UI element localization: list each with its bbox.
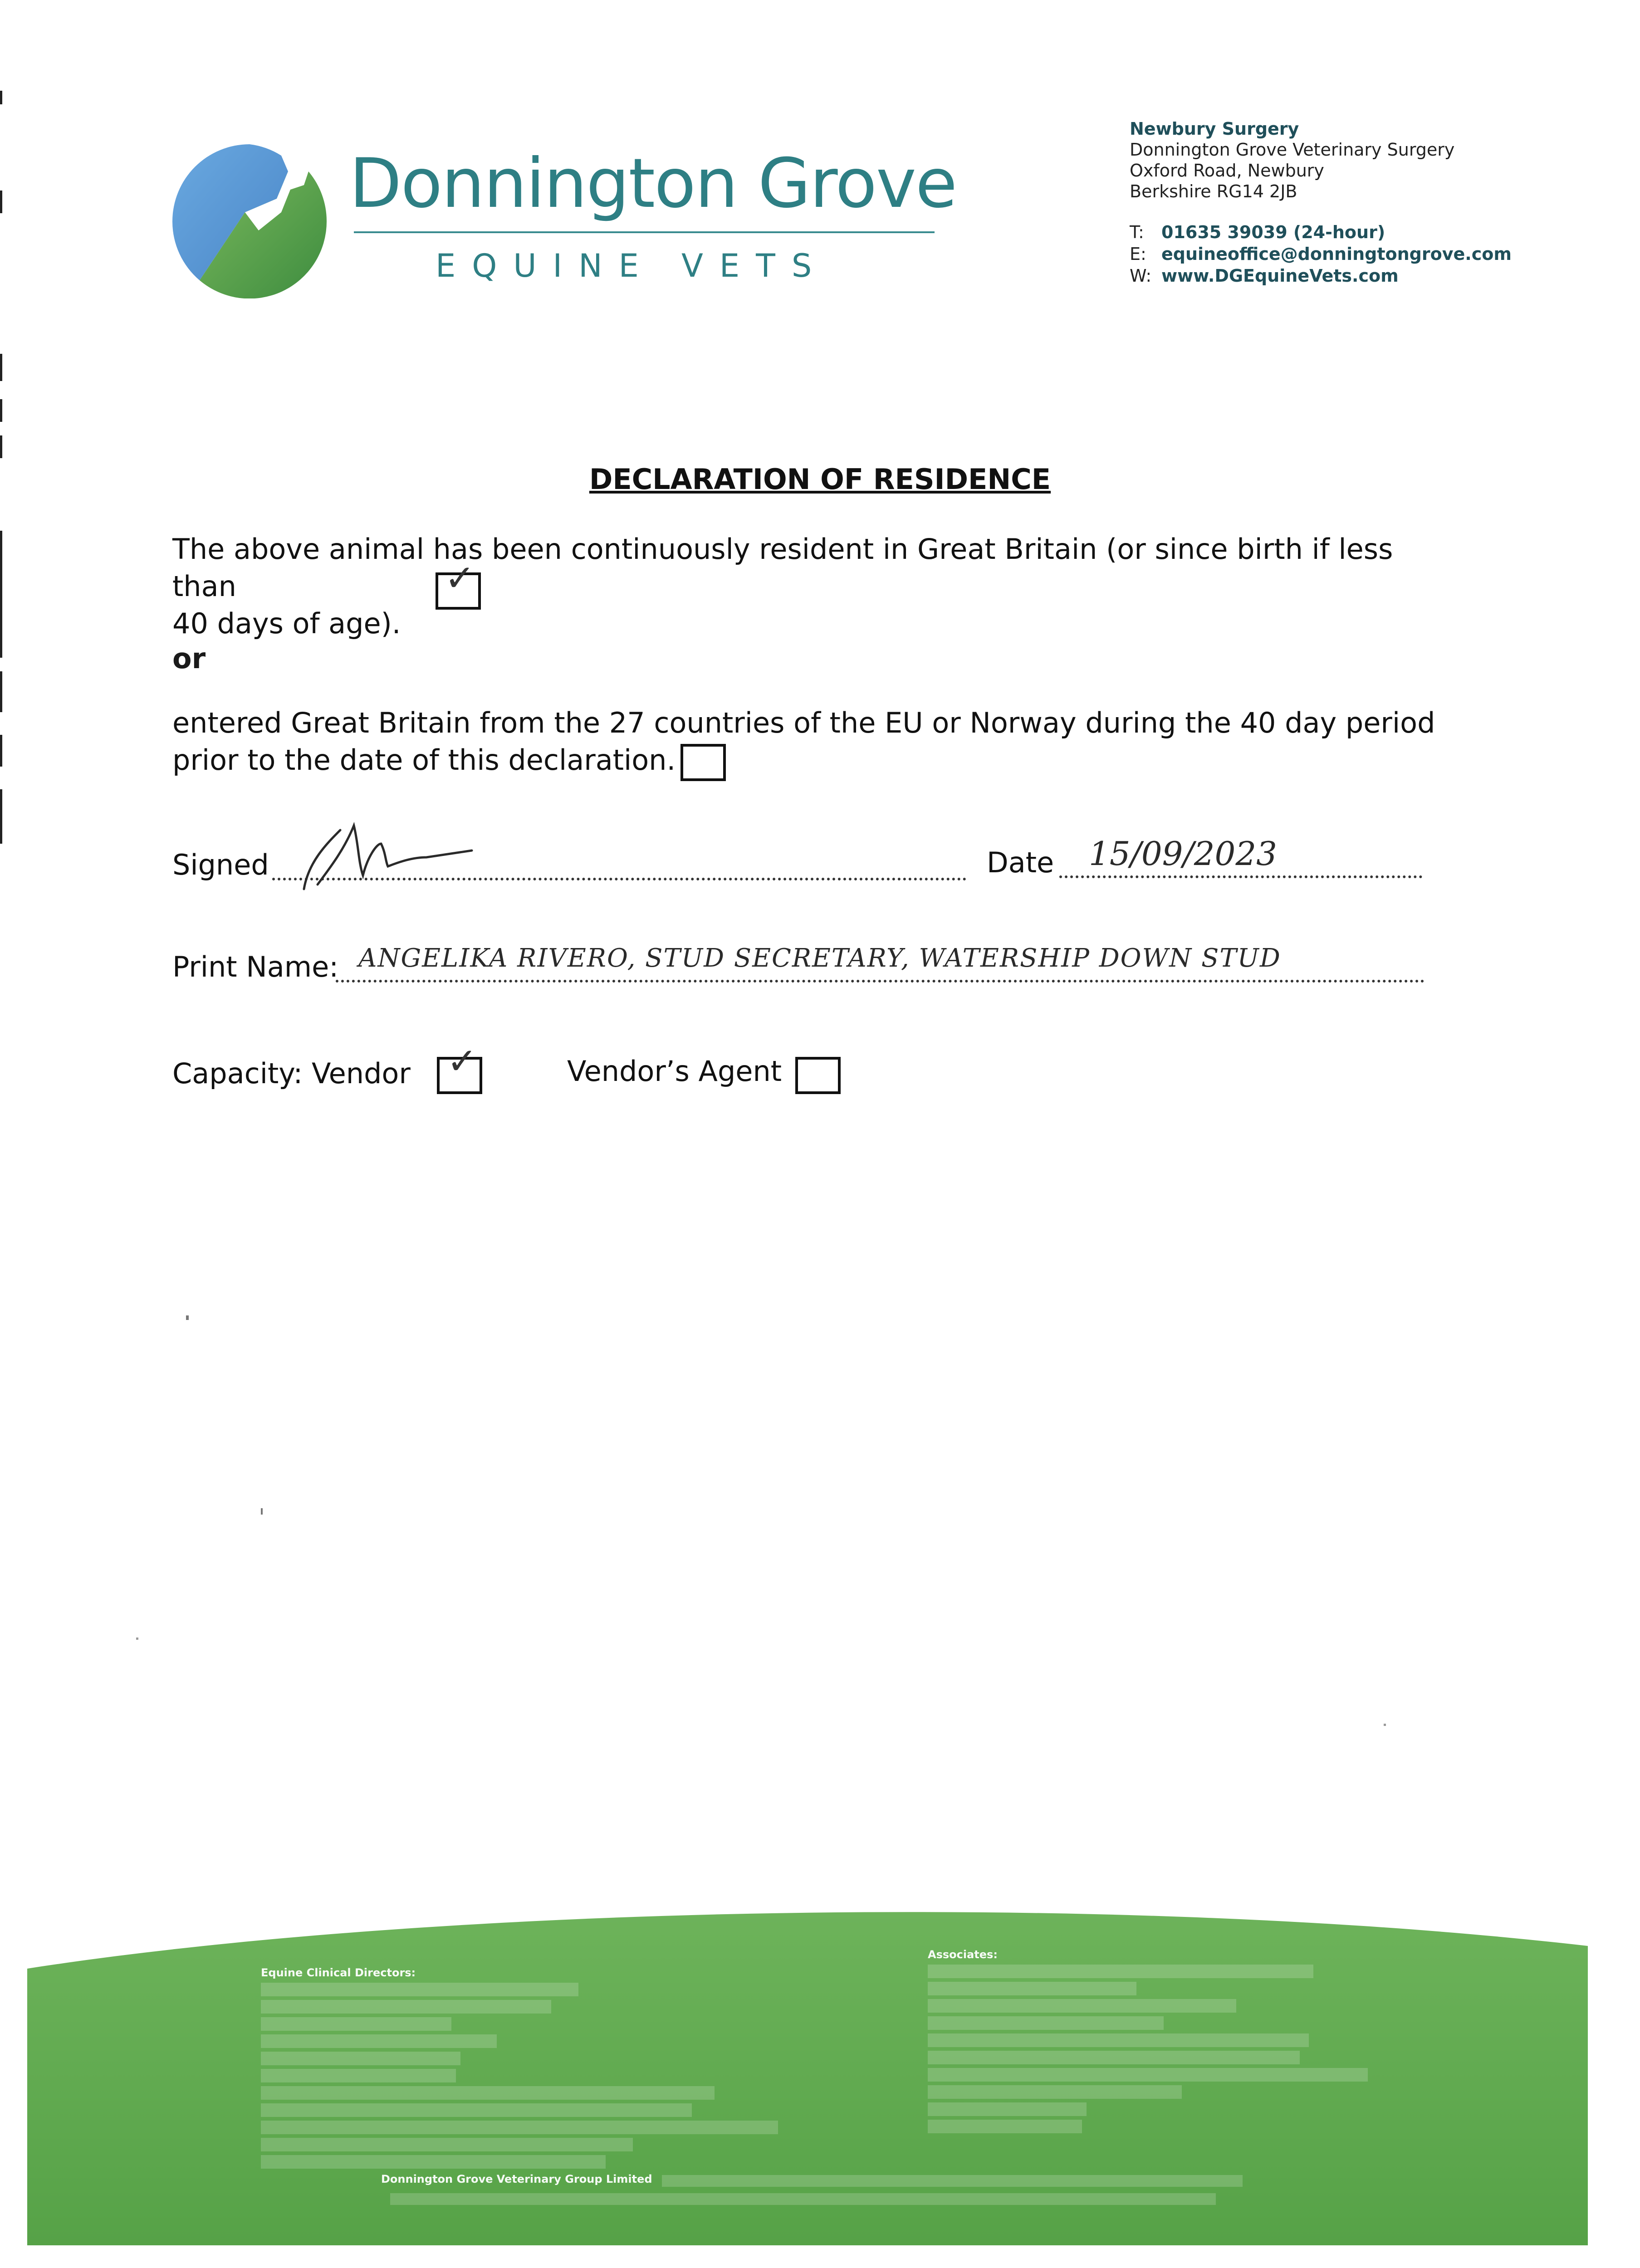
print-name-value: ANGELIKA RIVERO, STUD SECRETARY, WATERSHIP DOWN STUD: [358, 943, 1281, 973]
address-line-2: Oxford Road, Newbury: [1130, 161, 1324, 181]
company-details: [662, 2175, 1243, 2187]
option-1-line-2: 40 days of age).: [172, 607, 401, 640]
vendor-agent-checkbox[interactable]: [795, 1057, 841, 1094]
brand-divider: [354, 231, 935, 233]
web-label: W:: [1130, 266, 1152, 286]
scan-mark: [0, 435, 2, 458]
directors-block: [261, 1966, 783, 2172]
option-2-line-1: entered Great Britain from the 27 countries of the EU or Norway during the 40 day period: [172, 706, 1435, 739]
signed-label: Signed: [172, 848, 269, 881]
scan-speck: [261, 1508, 263, 1515]
logo-icon: [172, 144, 327, 298]
phone-label: T:: [1130, 222, 1144, 242]
date-value: 15/09/2023: [1089, 835, 1277, 873]
scan-speck: [186, 1315, 189, 1320]
associates-block: [928, 1948, 1381, 2137]
check-mark-icon: ✓: [445, 557, 475, 599]
website: www.DGEquineVets.com: [1161, 266, 1399, 286]
option-2-text: [172, 704, 1452, 779]
scan-mark: [0, 354, 2, 381]
brand-subtitle: EQUINE VETS: [436, 247, 828, 284]
vendor-agent-label: Vendor’s Agent: [567, 1055, 782, 1088]
print-name-label: Print Name:: [172, 950, 339, 983]
capacity-vendor-label: Capacity: Vendor: [172, 1057, 411, 1090]
scan-mark: [0, 671, 2, 712]
option-1-text: [172, 531, 1452, 642]
date-line: [1059, 875, 1422, 878]
or-separator: or: [172, 642, 206, 675]
scan-speck: [1384, 1724, 1386, 1726]
scan-mark: [0, 91, 2, 104]
date-label: Date: [987, 846, 1054, 879]
scan-mark: [0, 789, 2, 844]
scan-mark: [0, 399, 2, 422]
company-info: [381, 2173, 1243, 2205]
signature-icon: [290, 816, 481, 894]
address-line-3: Berkshire RG14 2JB: [1130, 181, 1297, 201]
check-mark-icon: ✓: [447, 1040, 478, 1082]
option-2-checkbox[interactable]: [680, 744, 726, 781]
scan-speck: [136, 1637, 138, 1640]
option-2-line-2: prior to the date of this declaration.: [172, 743, 676, 777]
phone-number: 01635 39039 (24-hour): [1161, 222, 1385, 242]
email-address: equineoffice@donningtongrove.com: [1161, 244, 1512, 264]
print-name-line: [336, 980, 1425, 982]
brand-title: Donnington Grove: [349, 144, 957, 223]
scan-mark: [0, 191, 2, 213]
associates-heading: Associates:: [928, 1948, 998, 1961]
page-title: DECLARATION OF RESIDENCE: [589, 463, 1051, 496]
scan-mark: [0, 531, 2, 658]
surgery-name: Newbury Surgery: [1130, 119, 1299, 139]
associates-text: [928, 1965, 1381, 2133]
registration-details: [390, 2193, 1216, 2205]
company-name: Donnington Grove Veterinary Group Limited: [381, 2173, 652, 2185]
directors-heading: Equine Clinical Directors:: [261, 1966, 416, 1979]
scan-mark: [0, 735, 2, 767]
directors-text: [261, 1983, 783, 2169]
email-label: E:: [1130, 244, 1146, 264]
address-line-1: Donnington Grove Veterinary Surgery: [1130, 140, 1455, 160]
option-1-line-1: The above animal has been continuously resident in Great Britain (or since birth if less than: [172, 533, 1393, 603]
